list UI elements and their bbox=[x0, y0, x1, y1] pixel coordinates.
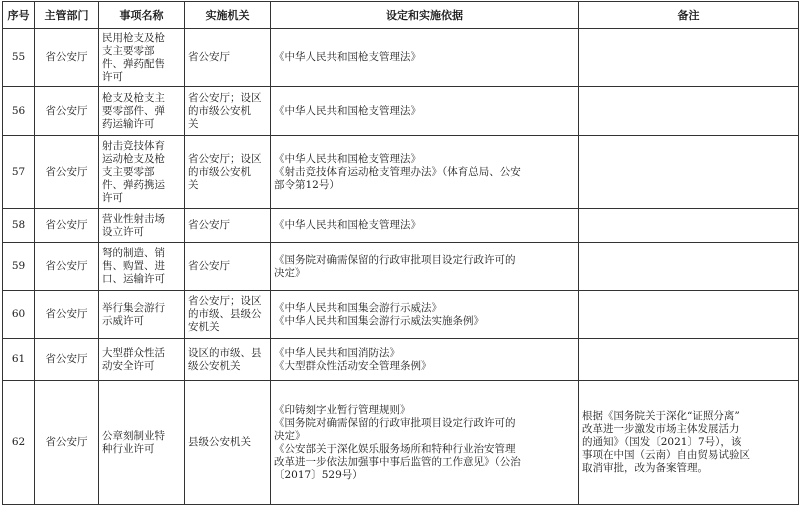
basis-line: 〔2017〕529号） bbox=[274, 468, 363, 481]
row-number: 58 bbox=[3, 209, 35, 243]
table-row bbox=[3, 29, 799, 87]
header-row bbox=[3, 2, 799, 29]
table-body bbox=[3, 29, 799, 505]
org-line: 安机关 bbox=[188, 321, 220, 333]
approval-items-table bbox=[2, 1, 799, 505]
item-name-line: 种行业许可 bbox=[102, 442, 155, 455]
row-number: 62 bbox=[3, 381, 35, 505]
row-dept: 省公安厅 bbox=[35, 209, 99, 243]
row-org bbox=[185, 291, 271, 339]
org-line: 的市级公安机 bbox=[188, 165, 251, 178]
row-basis bbox=[271, 209, 579, 243]
item-name-line: 运动枪支及枪 bbox=[102, 152, 165, 165]
row-basis bbox=[271, 243, 579, 291]
table-row bbox=[3, 381, 799, 505]
item-name-line: 许可 bbox=[102, 70, 123, 83]
table-row bbox=[3, 339, 799, 381]
basis-line: 《中华人民共和国枪支管理法》 bbox=[274, 104, 421, 117]
row-item-name bbox=[99, 243, 185, 291]
item-name-line: 公章刻制业特 bbox=[102, 429, 165, 442]
item-name-line: 动安全许可 bbox=[102, 359, 155, 372]
row-item-name bbox=[99, 339, 185, 381]
basis-line: 部令第12号） bbox=[274, 178, 340, 191]
item-name-line: 件、弹药携运 bbox=[102, 178, 165, 191]
row-org bbox=[185, 339, 271, 381]
item-name-line: 许可 bbox=[102, 191, 123, 204]
row-org bbox=[185, 243, 271, 291]
row-item-name bbox=[99, 209, 185, 243]
row-number: 61 bbox=[3, 339, 35, 381]
row-basis bbox=[271, 339, 579, 381]
org-line: 省公安厅；设区 bbox=[188, 295, 262, 307]
org-line: 县级公安机关 bbox=[188, 436, 251, 448]
row-basis bbox=[271, 29, 579, 87]
basis-line: 《中华人民共和国枪支管理法》 bbox=[274, 152, 421, 165]
basis-line: 《射击竞技体育运动枪支管理办法》（体育总局、公安 bbox=[274, 165, 521, 178]
row-dept: 省公安厅 bbox=[35, 381, 99, 505]
row-dept: 省公安厅 bbox=[35, 29, 99, 87]
row-org bbox=[185, 136, 271, 209]
org-line: 省公安厅；设区 bbox=[188, 91, 262, 104]
row-dept: 省公安厅 bbox=[35, 291, 99, 339]
row-basis bbox=[271, 87, 579, 136]
basis-line: 《国务院对确需保留的行政审批项目设定行政许可的 bbox=[274, 253, 516, 266]
row-dept: 省公安厅 bbox=[35, 136, 99, 209]
org-line: 关 bbox=[188, 178, 199, 191]
basis-line: 《中华人民共和国枪支管理法》 bbox=[274, 219, 421, 231]
org-line: 级公安机关 bbox=[188, 359, 241, 372]
row-org bbox=[185, 381, 271, 505]
header-no: 序号 bbox=[3, 2, 35, 29]
row-item-name bbox=[99, 29, 185, 87]
basis-line: 《中华人民共和国集会游行示威法》 bbox=[274, 301, 442, 314]
item-name-line: 支主要零部 bbox=[102, 165, 155, 178]
row-note bbox=[579, 87, 799, 136]
header-note: 备注 bbox=[579, 2, 799, 29]
org-line: 关 bbox=[188, 117, 199, 130]
row-org bbox=[185, 87, 271, 136]
basis-line: 《中华人民共和国枪支管理法》 bbox=[274, 51, 421, 63]
row-number: 56 bbox=[3, 87, 35, 136]
header-basis: 设定和实施依据 bbox=[271, 2, 579, 29]
row-basis bbox=[271, 291, 579, 339]
row-org bbox=[185, 209, 271, 243]
row-note bbox=[579, 243, 799, 291]
basis-line: 决定》 bbox=[274, 266, 306, 279]
row-note bbox=[579, 291, 799, 339]
header-dept: 主管部门 bbox=[35, 2, 99, 29]
table-row bbox=[3, 136, 799, 209]
row-note bbox=[579, 339, 799, 381]
note-line: 事项在中国（云南）自由贸易试验区 bbox=[582, 449, 750, 461]
header-org: 实施机关 bbox=[185, 2, 271, 29]
basis-line: 《大型群众性活动安全管理条例》 bbox=[274, 359, 432, 372]
item-name-line: 售、购置、进 bbox=[102, 260, 165, 272]
item-name-line: 药运输许可 bbox=[102, 117, 155, 130]
org-line: 设区的市级、县 bbox=[188, 346, 262, 359]
table-row bbox=[3, 87, 799, 136]
item-name-line: 支主要零部 bbox=[102, 44, 155, 57]
basis-line: 《国务院对确需保留的行政审批项目设定行政许可的 bbox=[274, 416, 516, 429]
item-name-line: 弩的制造、销 bbox=[102, 247, 165, 259]
item-name-line: 设立许可 bbox=[102, 225, 144, 238]
row-note bbox=[579, 136, 799, 209]
row-note bbox=[579, 381, 799, 505]
row-number: 60 bbox=[3, 291, 35, 339]
row-item-name bbox=[99, 381, 185, 505]
table-row bbox=[3, 291, 799, 339]
item-name-line: 民用枪支及枪 bbox=[102, 31, 165, 44]
note-line: 取消审批，改为备案管理。 bbox=[582, 462, 708, 474]
basis-line: 《印铸刻字业暂行管理规则》 bbox=[274, 403, 411, 416]
item-name-line: 口、运输许可 bbox=[102, 273, 165, 285]
basis-line: 《中华人民共和国消防法》 bbox=[274, 346, 400, 359]
row-org bbox=[185, 29, 271, 87]
org-line: 省公安厅；设区 bbox=[188, 152, 262, 165]
note-line: 根据《国务院关于深化“证照分离” bbox=[582, 410, 740, 422]
basis-line: 决定》 bbox=[274, 429, 306, 442]
basis-line: 《公安部关于深化娱乐服务场所和特种行业治安管理 bbox=[274, 442, 516, 455]
row-number: 57 bbox=[3, 136, 35, 209]
item-name-line: 射击竞技体育 bbox=[102, 139, 165, 152]
item-name-line: 示威许可 bbox=[102, 314, 144, 327]
row-dept: 省公安厅 bbox=[35, 243, 99, 291]
org-line: 省公安厅 bbox=[188, 260, 230, 272]
item-name-line: 枪支及枪支主 bbox=[102, 91, 165, 104]
row-note bbox=[579, 29, 799, 87]
header-name: 事项名称 bbox=[99, 2, 185, 29]
org-line: 省公安厅 bbox=[188, 51, 230, 63]
basis-line: 改革进一步依法加强事中事后监管的工作意见》（公治 bbox=[274, 455, 521, 468]
org-line: 的市级、县级公 bbox=[188, 308, 262, 320]
item-name-line: 要零部件、弹 bbox=[102, 104, 165, 117]
row-basis bbox=[271, 136, 579, 209]
basis-line: 《中华人民共和国集会游行示威法实施条例》 bbox=[274, 314, 484, 327]
row-item-name bbox=[99, 291, 185, 339]
row-basis bbox=[271, 381, 579, 505]
note-line: 的通知》（国发〔2021〕7号），该 bbox=[582, 436, 742, 448]
table-row bbox=[3, 209, 799, 243]
row-note bbox=[579, 209, 799, 243]
item-name-line: 营业性射击场 bbox=[102, 212, 165, 225]
org-line: 省公安厅 bbox=[188, 219, 230, 231]
note-line: 改革进一步激发市场主体发展活力 bbox=[582, 423, 740, 435]
item-name-line: 大型群众性活 bbox=[102, 346, 165, 359]
item-name-line: 举行集会游行 bbox=[102, 301, 165, 314]
row-number: 59 bbox=[3, 243, 35, 291]
row-dept: 省公安厅 bbox=[35, 87, 99, 136]
item-name-line: 件、弹药配售 bbox=[102, 57, 165, 70]
row-item-name bbox=[99, 87, 185, 136]
org-line: 的市级公安机 bbox=[188, 104, 251, 117]
row-number: 55 bbox=[3, 29, 35, 87]
row-item-name bbox=[99, 136, 185, 209]
table-row bbox=[3, 243, 799, 291]
row-dept: 省公安厅 bbox=[35, 339, 99, 381]
